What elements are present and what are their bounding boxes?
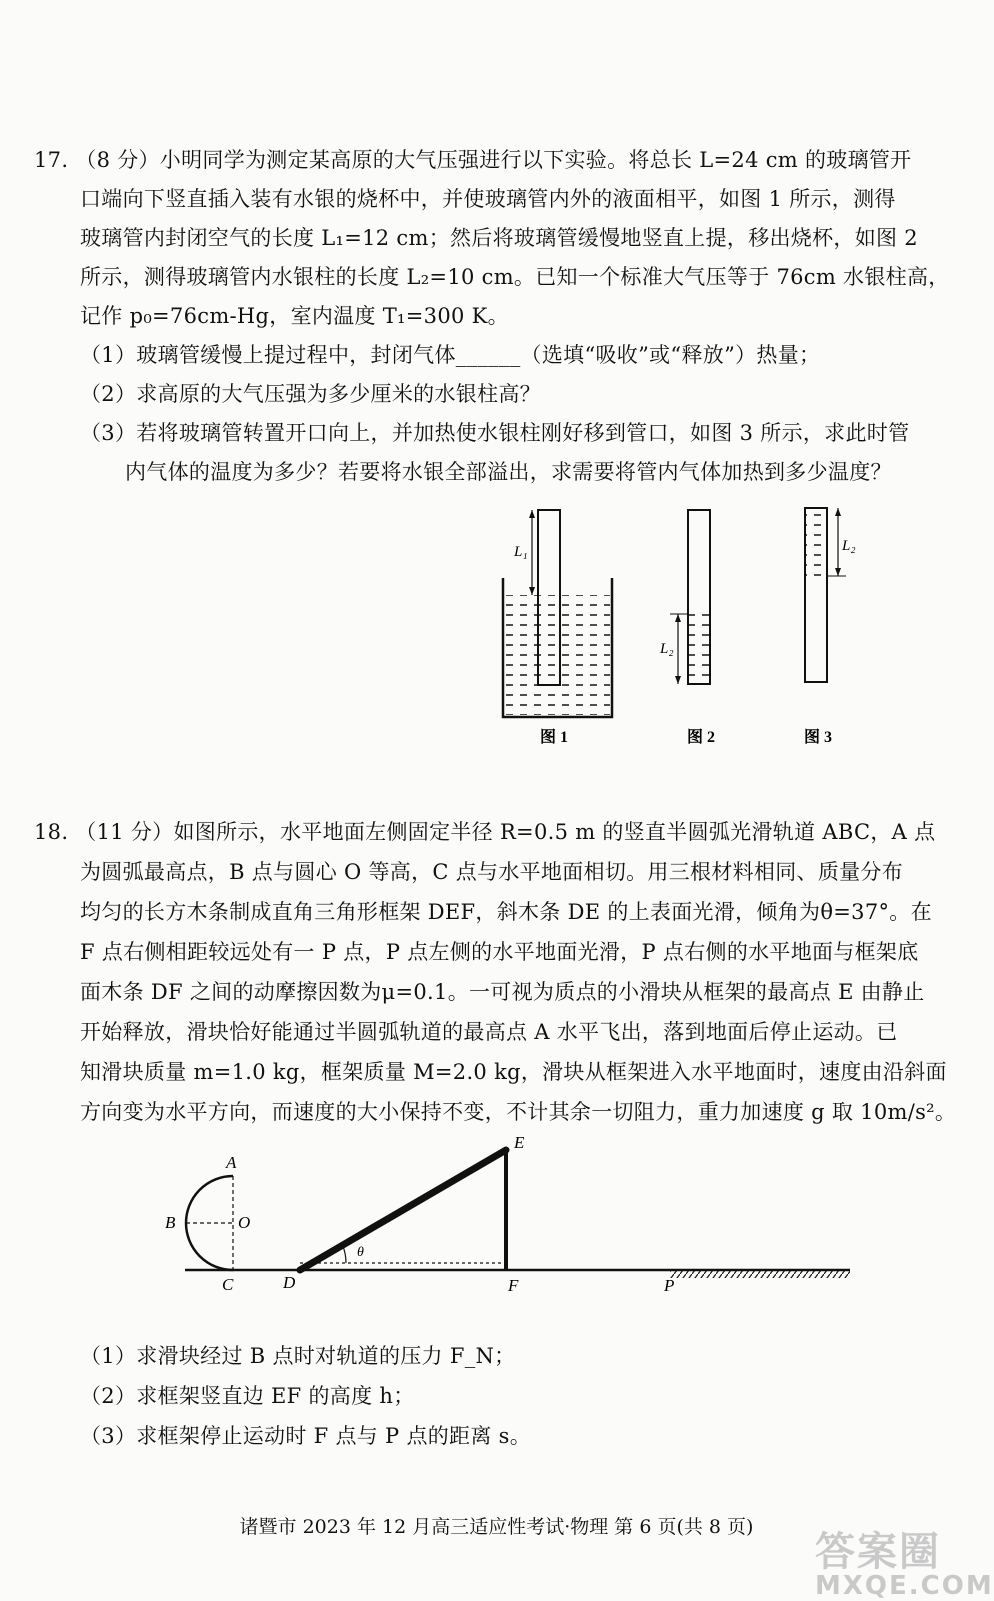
- label-D: D: [283, 1273, 296, 1292]
- watermark-url: MXQE.COM: [815, 1571, 994, 1601]
- q18-sub2: （2）求框架竖直边 EF 的高度 h；: [80, 1384, 415, 1408]
- figure-1-beaker: [503, 510, 612, 717]
- q17-figures: [490, 500, 860, 760]
- page-footer: 诸暨市 2023 年 12 月高三适应性考试·物理 第 6 页(共 8 页): [239, 1516, 754, 1538]
- q17-line-1: 17. （8 分）小明同学为测定某高原的大气压强进行以下实验。将总长 L=24 cm 的玻璃管开: [34, 148, 912, 172]
- q18-line-8: 方向变为水平方向，而速度的大小保持不变，不计其余一切阻力，重力加速度 g 取 10m/s²。: [80, 1100, 957, 1124]
- q17-line-4: 所示，测得玻璃管内水银柱的长度 L₂=10 cm。已知一个标准大气压等于 76cm 水银柱高，: [80, 265, 950, 289]
- q17-line-3: 玻璃管内封闭空气的长度 L₁=12 cm；然后将玻璃管缓慢地竖直上提，移出烧杯，如图 2: [80, 226, 918, 250]
- q18-line-5: 面木条 DF 之间的动摩擦因数为μ=0.1。一可视为质点的小滑块从框架的最高点 E 由静止: [80, 980, 925, 1004]
- caption-fig3: 图 3: [804, 729, 833, 746]
- label-P: P: [664, 1276, 675, 1295]
- label-B: B: [165, 1213, 176, 1232]
- q18-line-4: F 点右侧相距较远处有一 P 点，P 点左侧的水平地面光滑，P 点右侧的水平地面与框架底: [80, 940, 919, 964]
- q18-line-6: 开始释放，滑块恰好能通过半圆弧轨道的最高点 A 水平飞出，落到地面后停止运动。已: [80, 1020, 898, 1044]
- label-theta: θ: [357, 1245, 364, 1260]
- caption-fig2: 图 2: [687, 729, 716, 746]
- label-F: F: [508, 1276, 519, 1295]
- fig1-l1-label: L₁: [514, 544, 528, 560]
- q17-sub3-cont: 内气体的温度为多少？若要将水银全部溢出，求需要将管内气体加热到多少温度？: [125, 460, 892, 484]
- q18-line-1: 18. （11 分）如图所示，水平地面左侧固定半径 R=0.5 m 的竖直半圆弧光滑轨道 ABC，A 点: [34, 820, 936, 844]
- caption-fig1: 图 1: [540, 729, 569, 746]
- rough-ground: [670, 1271, 850, 1278]
- q18-line-3: 均匀的长方木条制成直角三角形框架 DEF，斜木条 DE 的上表面光滑，倾角为θ=37°。在: [80, 900, 932, 924]
- figure-2-tube: [659, 510, 710, 684]
- incline-DE: [300, 1150, 506, 1270]
- q17-sub1: （1）玻璃管缓慢上提过程中，封闭气体______（选填“吸收”或“释放”）热量；: [80, 343, 821, 367]
- label-A: A: [226, 1153, 237, 1172]
- q18-figure: [165, 1130, 870, 1300]
- q18-sub1: （1）求滑块经过 B 点时对轨道的压力 F_N；: [80, 1344, 516, 1368]
- figure-3-tube: [805, 508, 856, 682]
- label-E: E: [514, 1133, 525, 1152]
- q18-line-2: 为圆弧最高点，B 点与圆心 O 等高，C 点与水平地面相切。用三根材料相同、质量分布: [80, 860, 904, 884]
- fig3-l2-label: L₂: [842, 538, 856, 554]
- q18-sub3: （3）求框架停止运动时 F 点与 P 点的距离 s。: [80, 1424, 532, 1448]
- q18-line-7: 知滑块质量 m=1.0 kg，框架质量 M=2.0 kg，滑块从框架进入水平地面时，速度由沿斜面: [80, 1060, 947, 1084]
- watermark-logo: [815, 1520, 994, 1601]
- watermark-text: 答案圈: [815, 1529, 941, 1575]
- fig2-l2-label: L₂: [660, 641, 674, 657]
- label-O: O: [238, 1213, 251, 1232]
- q17-sub3: （3）若将玻璃管转置开口向上，并加热使水银柱刚好移到管口，如图 3 所示，求此时管: [80, 421, 910, 445]
- q17-line-5: 记作 p₀=76cm-Hg，室内温度 T₁=300 K。: [80, 304, 509, 328]
- q17-line-2: 口端向下竖直插入装有水银的烧杯中，并使玻璃管内外的液面相平，如图 1 所示，测得: [80, 187, 896, 211]
- q17-sub2: （2）求高原的大气压强为多少厘米的水银柱高？: [80, 382, 541, 406]
- label-C: C: [222, 1275, 234, 1294]
